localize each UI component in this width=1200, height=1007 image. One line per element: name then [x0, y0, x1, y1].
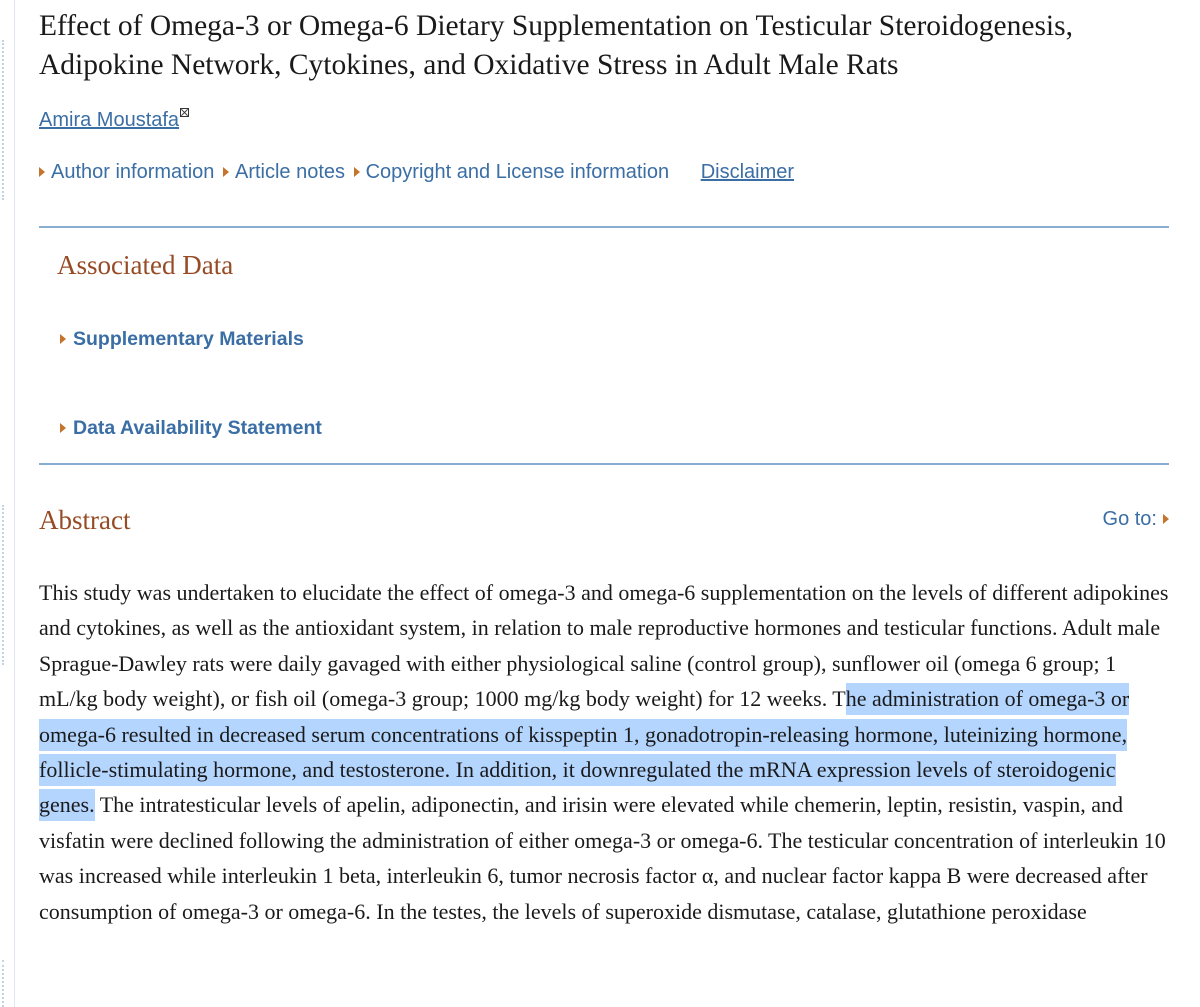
- triangle-right-icon: [223, 167, 229, 177]
- copyright-label: Copyright and License information: [365, 161, 670, 183]
- section-divider: [39, 463, 1169, 465]
- section-divider: [39, 226, 1169, 228]
- data-availability-label: Data Availability Statement: [73, 417, 322, 439]
- associated-data-heading: Associated Data: [57, 250, 234, 280]
- copyright-toggle[interactable]: [354, 158, 670, 186]
- envelope-icon[interactable]: [180, 108, 189, 117]
- sidebar-vertical-text: [2, 40, 13, 200]
- supplementary-materials-toggle[interactable]: [60, 326, 304, 352]
- supplementary-materials-label: Supplementary Materials: [73, 328, 304, 350]
- abstract-text-after: The intratesticular levels of apelin, adiponectin, and irisin were elevated while chemerin, leptin, resistin, vaspin, and visfatin were declined following the administration of either omega-3 or omega-6. The testicular concentration of interleukin 10 was increased while interleukin 1 beta, interleukin 6, tumor necrosis factor α, and nuclear factor kappa B were decreased after consumption of omega-3 or omega-6. In the testes, the levels of superoxide dismutase, catalase, glutathione peroxidase: [39, 792, 1166, 924]
- author-information-label: Author information: [51, 161, 215, 183]
- article-notes-label: Article notes: [234, 161, 346, 183]
- sidebar-vertical-text: [2, 505, 13, 665]
- selected-text-highlight: he administration of omega-3 or omega-6 resulted in decreased serum concentrations of kisspeptin 1, gonadotropin-releasing hormone, luteinizing hormone, follicle-stimulating hormone, and testosterone. In addition, it downregulated the mRNA expression levels of steroidogenic genes.: [39, 683, 1129, 821]
- triangle-right-icon: [1163, 514, 1169, 524]
- triangle-right-icon: [60, 423, 66, 433]
- abstract-body: [39, 575, 1171, 929]
- disclaimer-link[interactable]: Disclaimer: [700, 161, 795, 183]
- goto-menu[interactable]: [1103, 505, 1169, 533]
- author-link[interactable]: Amira Moustafa: [39, 109, 180, 131]
- author-information-toggle[interactable]: [39, 158, 214, 186]
- data-availability-toggle[interactable]: [60, 415, 322, 441]
- triangle-right-icon: [39, 167, 45, 177]
- author-line: [39, 106, 189, 134]
- triangle-right-icon: [60, 334, 66, 344]
- sidebar-vertical-text: [2, 960, 13, 1007]
- abstract-heading: Abstract: [39, 505, 131, 535]
- triangle-right-icon: [354, 167, 360, 177]
- article-title: Effect of Omega-3 or Omega-6 Dietary Supplementation on Testicular Steroidogenesis, Adipokine Network, Cytokines, and Oxidative Stress in Adult Male Rats: [39, 10, 1073, 81]
- article-notes-toggle[interactable]: [223, 158, 345, 186]
- article-meta-links: [39, 158, 797, 186]
- left-sidebar-strip: [0, 0, 15, 1007]
- abstract-text-before: This study was undertaken to elucidate the effect of omega-3 and omega-6 supplementation on the levels of different adipokines and cytokines, as well as the antioxidant system, in relation to male reproductive hormones and testicular functions. Adult male Sprague-Dawley rats were daily gavaged with either physiological saline (control group), sunflower oil (omega 6 group; 1 mL/kg body weight), or fish oil (omega-3 group; 1000 mg/kg body weight) for 12 weeks. T: [39, 580, 1169, 712]
- goto-label: Go to:: [1102, 508, 1157, 530]
